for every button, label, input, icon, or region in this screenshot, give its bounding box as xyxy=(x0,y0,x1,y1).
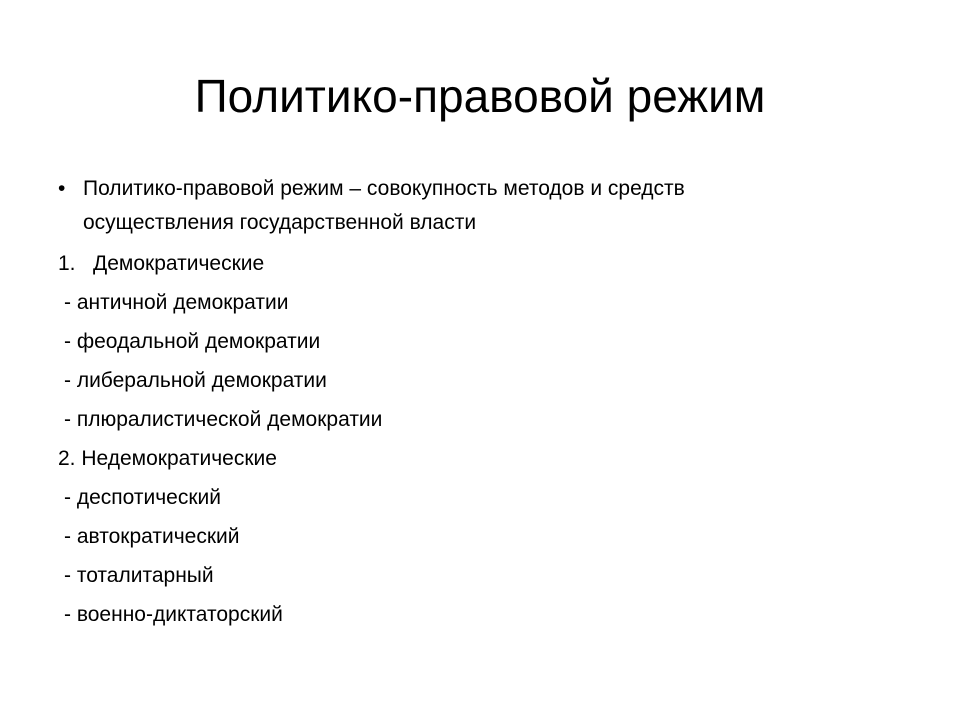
definition-bullet xyxy=(58,172,918,240)
slide-title: Политико-правовой режим xyxy=(194,70,766,122)
list-item: - военно-диктаторский xyxy=(64,603,283,626)
list-item: - античной демократии xyxy=(64,291,289,314)
bullet-dot-icon: • xyxy=(58,177,66,200)
section-nondemocratic-heading: 2. Недемократические xyxy=(58,447,277,470)
definition-line-2: осуществления государственной власти xyxy=(83,211,477,234)
list-item: - либеральной демократии xyxy=(64,369,327,392)
list-item: - тоталитарный xyxy=(64,564,214,587)
list-item: - феодальной демократии xyxy=(64,330,321,353)
list-item: - плюралистической демократии xyxy=(64,408,383,431)
slide-content xyxy=(58,172,918,634)
list-item: - автократический xyxy=(64,525,240,548)
section-label: Демократические xyxy=(93,252,265,275)
section-democratic-heading xyxy=(58,244,918,283)
definition-line-1: Политико-правовой режим – совокупность методов и средств xyxy=(83,177,685,200)
section-number: 1. xyxy=(58,252,76,275)
list-item: - деспотический xyxy=(64,486,221,509)
